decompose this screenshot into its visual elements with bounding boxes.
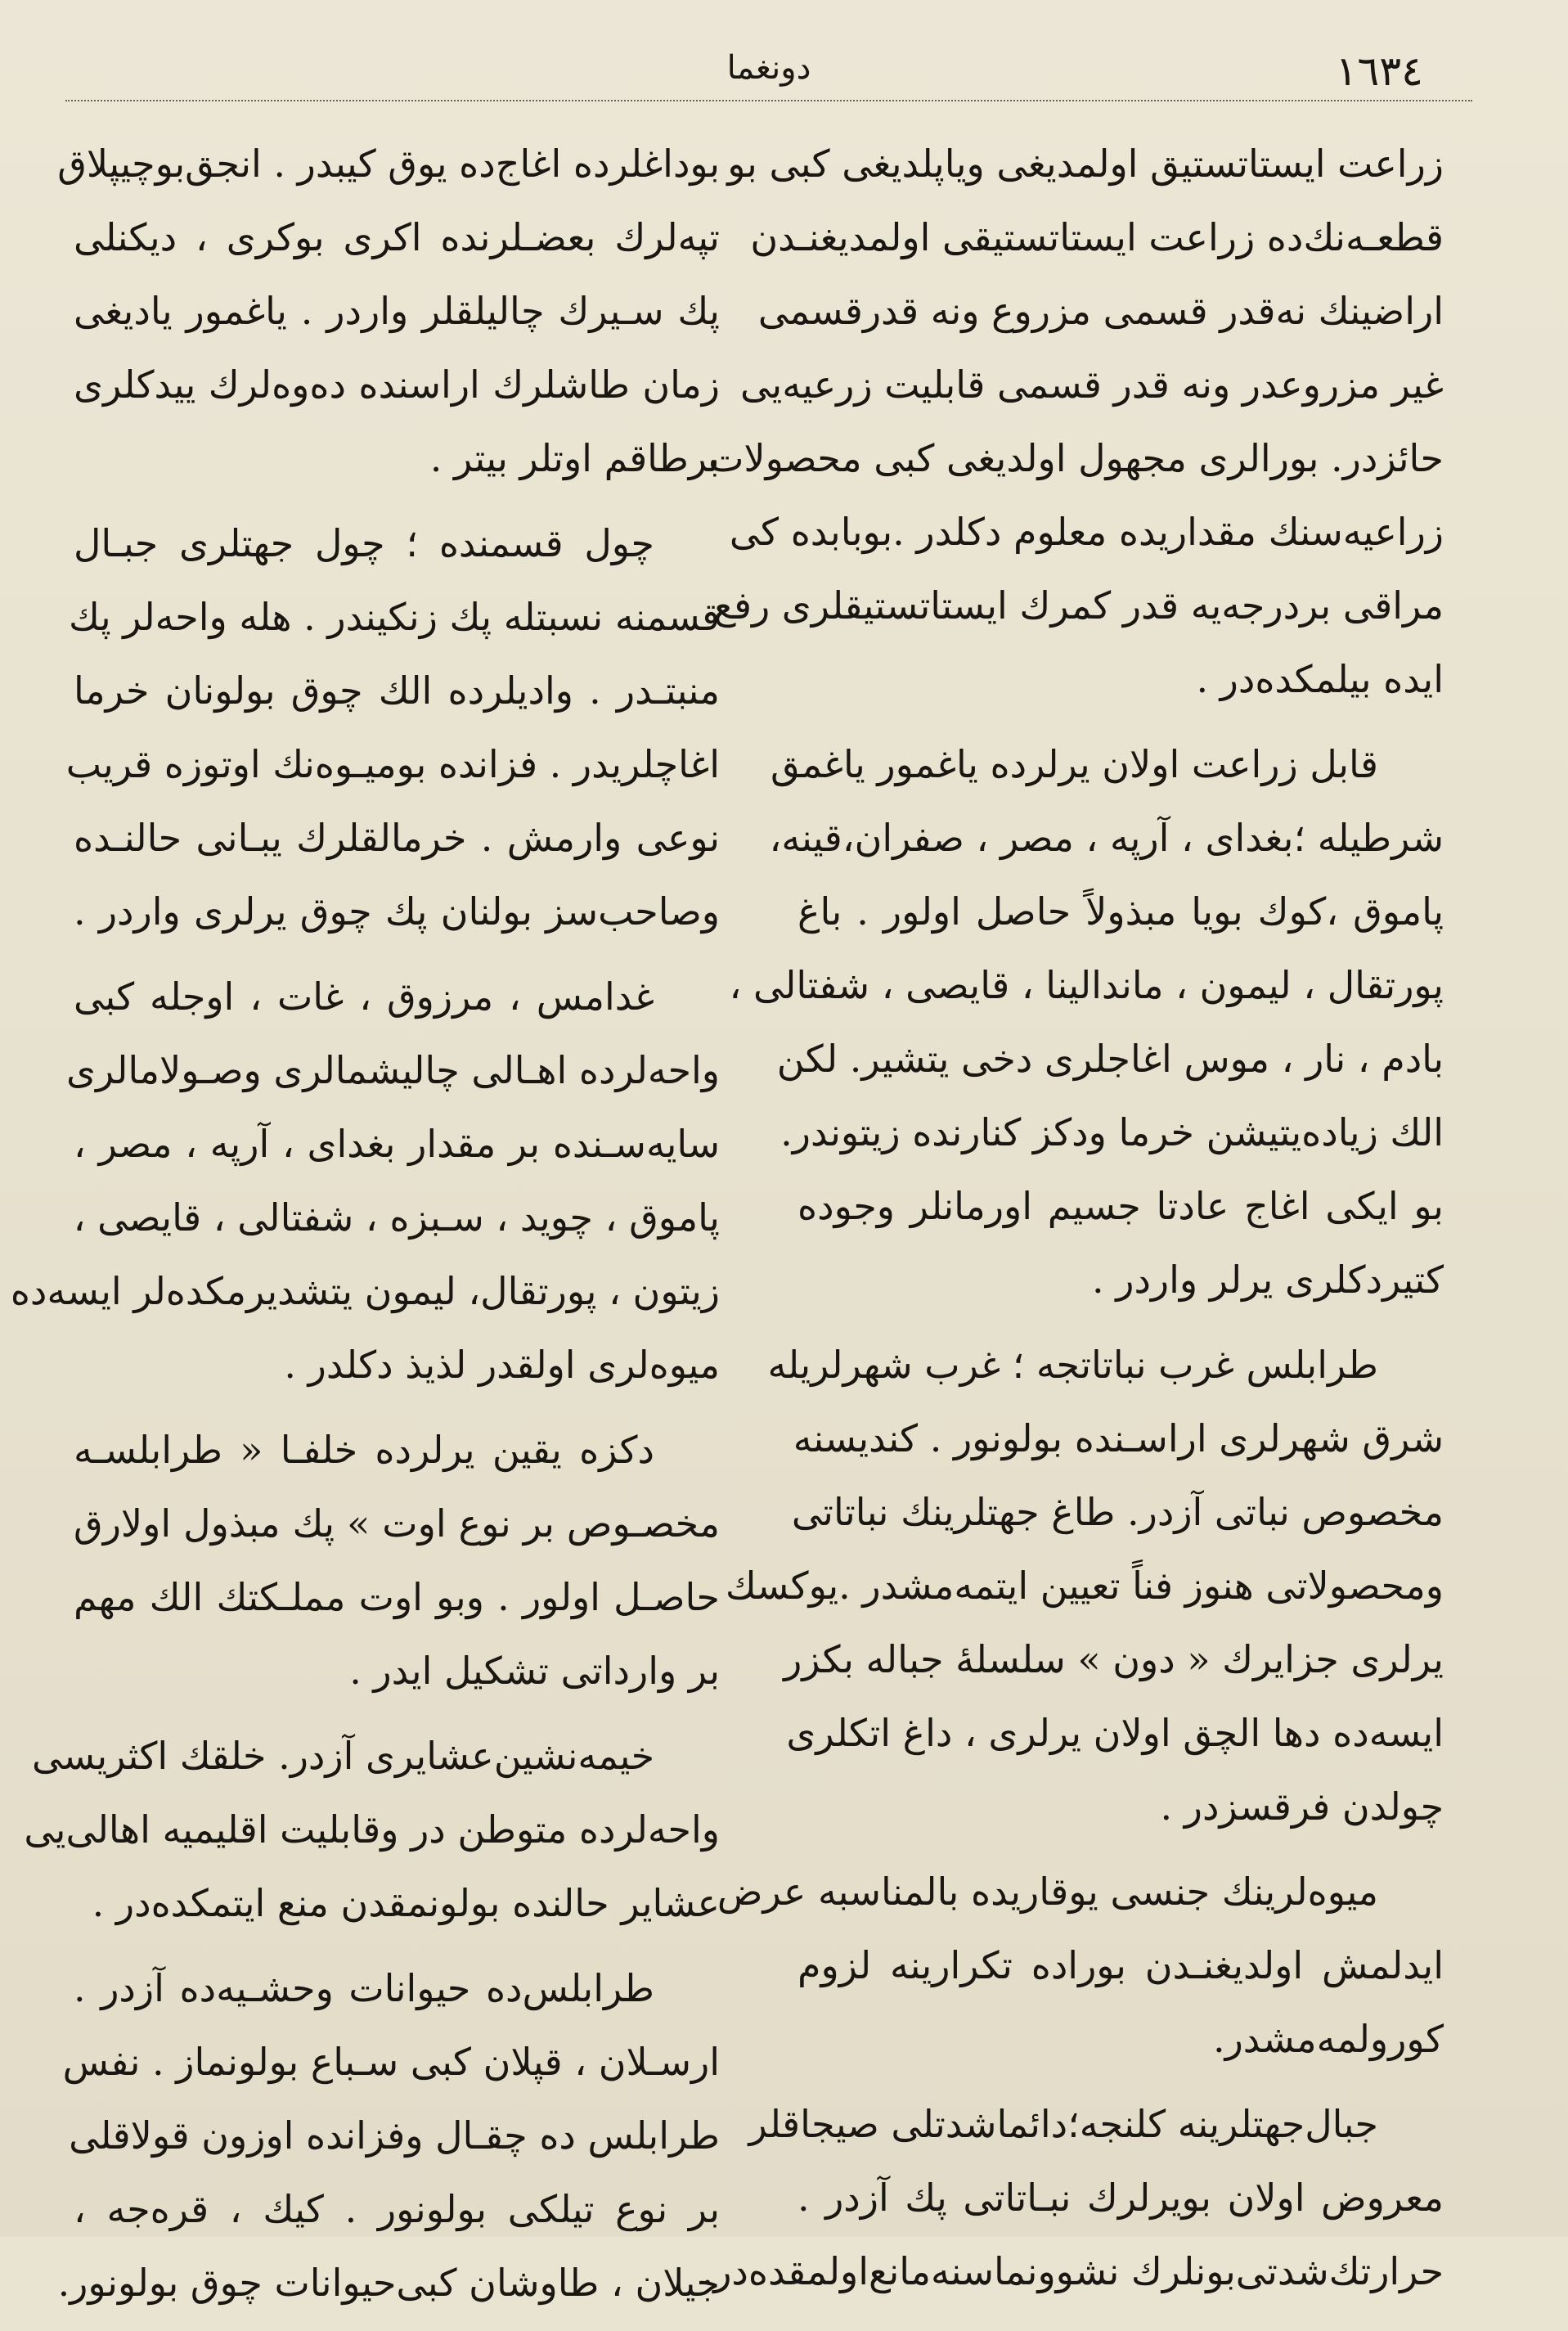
text-line: واحه‌لرده متوطن در وقابليت اقليميه اهالى‌يى — [24, 1807, 720, 1852]
text-line: طرابلس ده چقـال وفزانده اوزون قولاقلى — [69, 2113, 720, 2158]
text-line: عشاير حالنده بولونمقدن منع ايتمكده‌در . — [92, 1881, 720, 1925]
text-line: پاموق ، چويد ، سـبزه ، شفتالى ، قايصى ، — [73, 1195, 720, 1240]
text-line: بر وارداتى تشكيل ايدر . — [349, 1649, 720, 1693]
text-line: تپه‌لرك بعضـلرنده اكرى بوكرى ، ديكنلى — [74, 215, 720, 259]
paragraph — [729, 727, 1444, 1316]
text-line: ايده بيلمكده‌در . — [1196, 657, 1444, 701]
running-head: دونغما — [726, 49, 811, 87]
text-line: يرلرى جزايرك « دون » سلسلهٔ جباله بكزر — [784, 1637, 1444, 1681]
text-line: اغاچلريدر . فزانده بوميـوه‌نك اوتوزه قريب — [65, 742, 720, 786]
paragraph — [717, 1855, 1444, 2076]
text-line: معروض اولان بويرلرك نبـاتاتى پك آزدر . — [797, 2176, 1444, 2220]
text-line: چولدن فرقسزدر . — [1160, 1784, 1444, 1829]
paragraph — [57, 127, 720, 495]
text-line: برطاقم اوتلر بيتر . — [429, 436, 720, 480]
text-line: شرق شهرلرى اراسـنده بولونور . كنديسنه — [793, 1416, 1444, 1460]
text-line: حائزدر. بورالرى مجهول اولديغى كبى محصولات — [708, 436, 1444, 480]
text-line: طرابلس‌ده حيوانات وحشـيه‌ده آزدر . — [74, 1966, 654, 2010]
text-line: زمان طاشلرك اراسنده ده‌وه‌لرك ييدكلرى — [74, 362, 720, 407]
paragraph — [701, 2087, 1444, 2308]
text-line: پاموق ،كوك بويا مبذولاً حاصل اولور . باغ — [797, 889, 1444, 934]
text-line: دكزه يقين يرلرده خلفـا « طرابلسـه — [74, 1428, 654, 1472]
text-line: پورتقال ، ليمون ، ماندالينا ، قايصى ، شفتالى ، — [729, 963, 1444, 1007]
text-line: منبتـدر . واديلرده الك چوق بولونان خرما — [74, 668, 720, 713]
text-line: شرطيله ؛بغداى ، آرپه ، مصر ، صفران،قينه، — [769, 816, 1444, 860]
paragraph — [10, 960, 720, 1402]
text-line: بادم ، نار ، موس اغاجلرى دخى يتشير. لكن — [776, 1037, 1444, 1081]
text-line: زراعيه‌سنك مقداريده معلوم دكلدر .بوبابده كى — [729, 510, 1444, 554]
text-line: اراضينك نه‌قدر قسمى مزروع ونه قدرقسمى — [757, 289, 1444, 333]
text-line: پك سـيرك چاليلقلر واردر . ياغمور ياديغى — [74, 289, 720, 333]
text-line: ميوه‌لرينك جنسى يوقاريده بالمناسبه عرض — [717, 1870, 1378, 1914]
page-number: ١٦٣٤ — [1335, 47, 1423, 95]
text-line: ايدلمش اولديغنـدن بوراده تكرارينه لزوم — [797, 1943, 1444, 1987]
text-line: ميوه‌لرى اولقدر لذيذ دكلدر . — [284, 1343, 720, 1387]
text-line: قطعـه‌نك‌ده زراعت ايستاتستيقى اولمديغنـدن — [750, 215, 1444, 259]
text-line: قابل زراعت اولان يرلرده ياغمور ياغمق — [770, 742, 1378, 786]
left-column — [10, 127, 720, 2331]
paragraph — [725, 1328, 1444, 1843]
text-line: ارسـلان ، قپلان كبى سـباع بولونماز . نفس — [62, 2040, 720, 2084]
text-line: طرابلس غرب نباتاتجه ؛ غرب شهرلريله — [767, 1343, 1378, 1387]
text-line: جيلان ، طاوشان كبى‌حيوانات چوق بولونور. — [57, 2261, 720, 2305]
text-line: بوداغلرده اغاج‌ده يوق كيبدر . انجق‌بوچيپلاق — [57, 142, 720, 186]
text-line: مخصـوص بر نوع اوت » پك مبذول اولارق — [74, 1501, 720, 1546]
text-line: چول قسمنده ؛ چول جهتلرى جبـال — [74, 521, 654, 565]
paragraph — [57, 1951, 720, 2320]
text-line: ومحصولاتى هنوز فناً تعيين ايتمه‌مشدر .يوكسك — [725, 1564, 1444, 1608]
text-line: زيتون ، پورتقال، ليمون يتشديرمكده‌لر ايسه‌ده — [10, 1269, 720, 1313]
text-line: نوعى وارمش . خرمالقلرك يبـانى حالنـده — [74, 816, 720, 860]
text-line: جبال‌جهتلرينه كلنجه؛دائماشدتلى صيجاقلر — [748, 2102, 1378, 2146]
text-line: ايسه‌ده دها الچق اولان يرلرى ، داغ اتكلرى — [786, 1711, 1444, 1755]
text-line: غدامس ، مرزوق ، غات ، اوجله كبى — [74, 974, 654, 1019]
text-line: حرارتك‌شدتى‌بونلرك نشوونماسنه‌مانع‌اولمقده‌در. — [701, 2249, 1444, 2293]
text-line: كتيردكلرى يرلر واردر . — [1091, 1258, 1444, 1302]
text-line: خيمه‌نشين‌عشايرى آزدر. خلقك اكثريسى — [32, 1734, 654, 1778]
paragraph — [24, 1719, 720, 1940]
text-line: واحه‌لرده اهـالى چاليشمالرى وصـولامالرى — [65, 1048, 720, 1092]
text-line: بر نوع تيلكى بولونور . كيك ، قره‌جه ، — [74, 2187, 720, 2231]
text-line: حاصـل اولور . وبو اوت مملـكتك الك مهم — [74, 1575, 720, 1619]
paragraph — [74, 1413, 720, 1708]
text-line: بو ايكى اغاج عادتا جسيم اورمانلر وجوده — [797, 1184, 1444, 1228]
text-line: كورولمه‌مشدر. — [1212, 2017, 1444, 2061]
paragraph — [708, 127, 1444, 716]
text-line: سايه‌سـنده بر مقدار بغداى ، آرپه ، مصر ، — [74, 1122, 720, 1166]
text-line: وصاحب‌سز بولنان پك چوق يرلرى واردر . — [74, 889, 720, 934]
paragraph — [65, 506, 720, 948]
text-line: قسمنه نسبتله پك زنكيندر . هله واحه‌لر پك — [69, 595, 720, 639]
text-line: مخصوص نباتى آزدر. طاغ جهتلرينك نباتاتى — [791, 1490, 1444, 1534]
page-header — [65, 41, 1472, 98]
text-line: الك زياده‌يتيشن خرما ودكز كنارنده زيتوندر. — [780, 1110, 1444, 1154]
text-line: زراعت ايستاتستيق اولمديغى وياپلديغى كبى بو — [727, 142, 1444, 186]
text-line: مراقى بردرجه‌يه قدر كمرك ايستاتستيقلرى رفع — [713, 583, 1444, 628]
text-line: غير مزروعدر ونه قدر قسمى قابليت زرعيه‌يى — [740, 362, 1444, 407]
right-column — [701, 127, 1444, 2320]
header-rule — [65, 100, 1472, 101]
